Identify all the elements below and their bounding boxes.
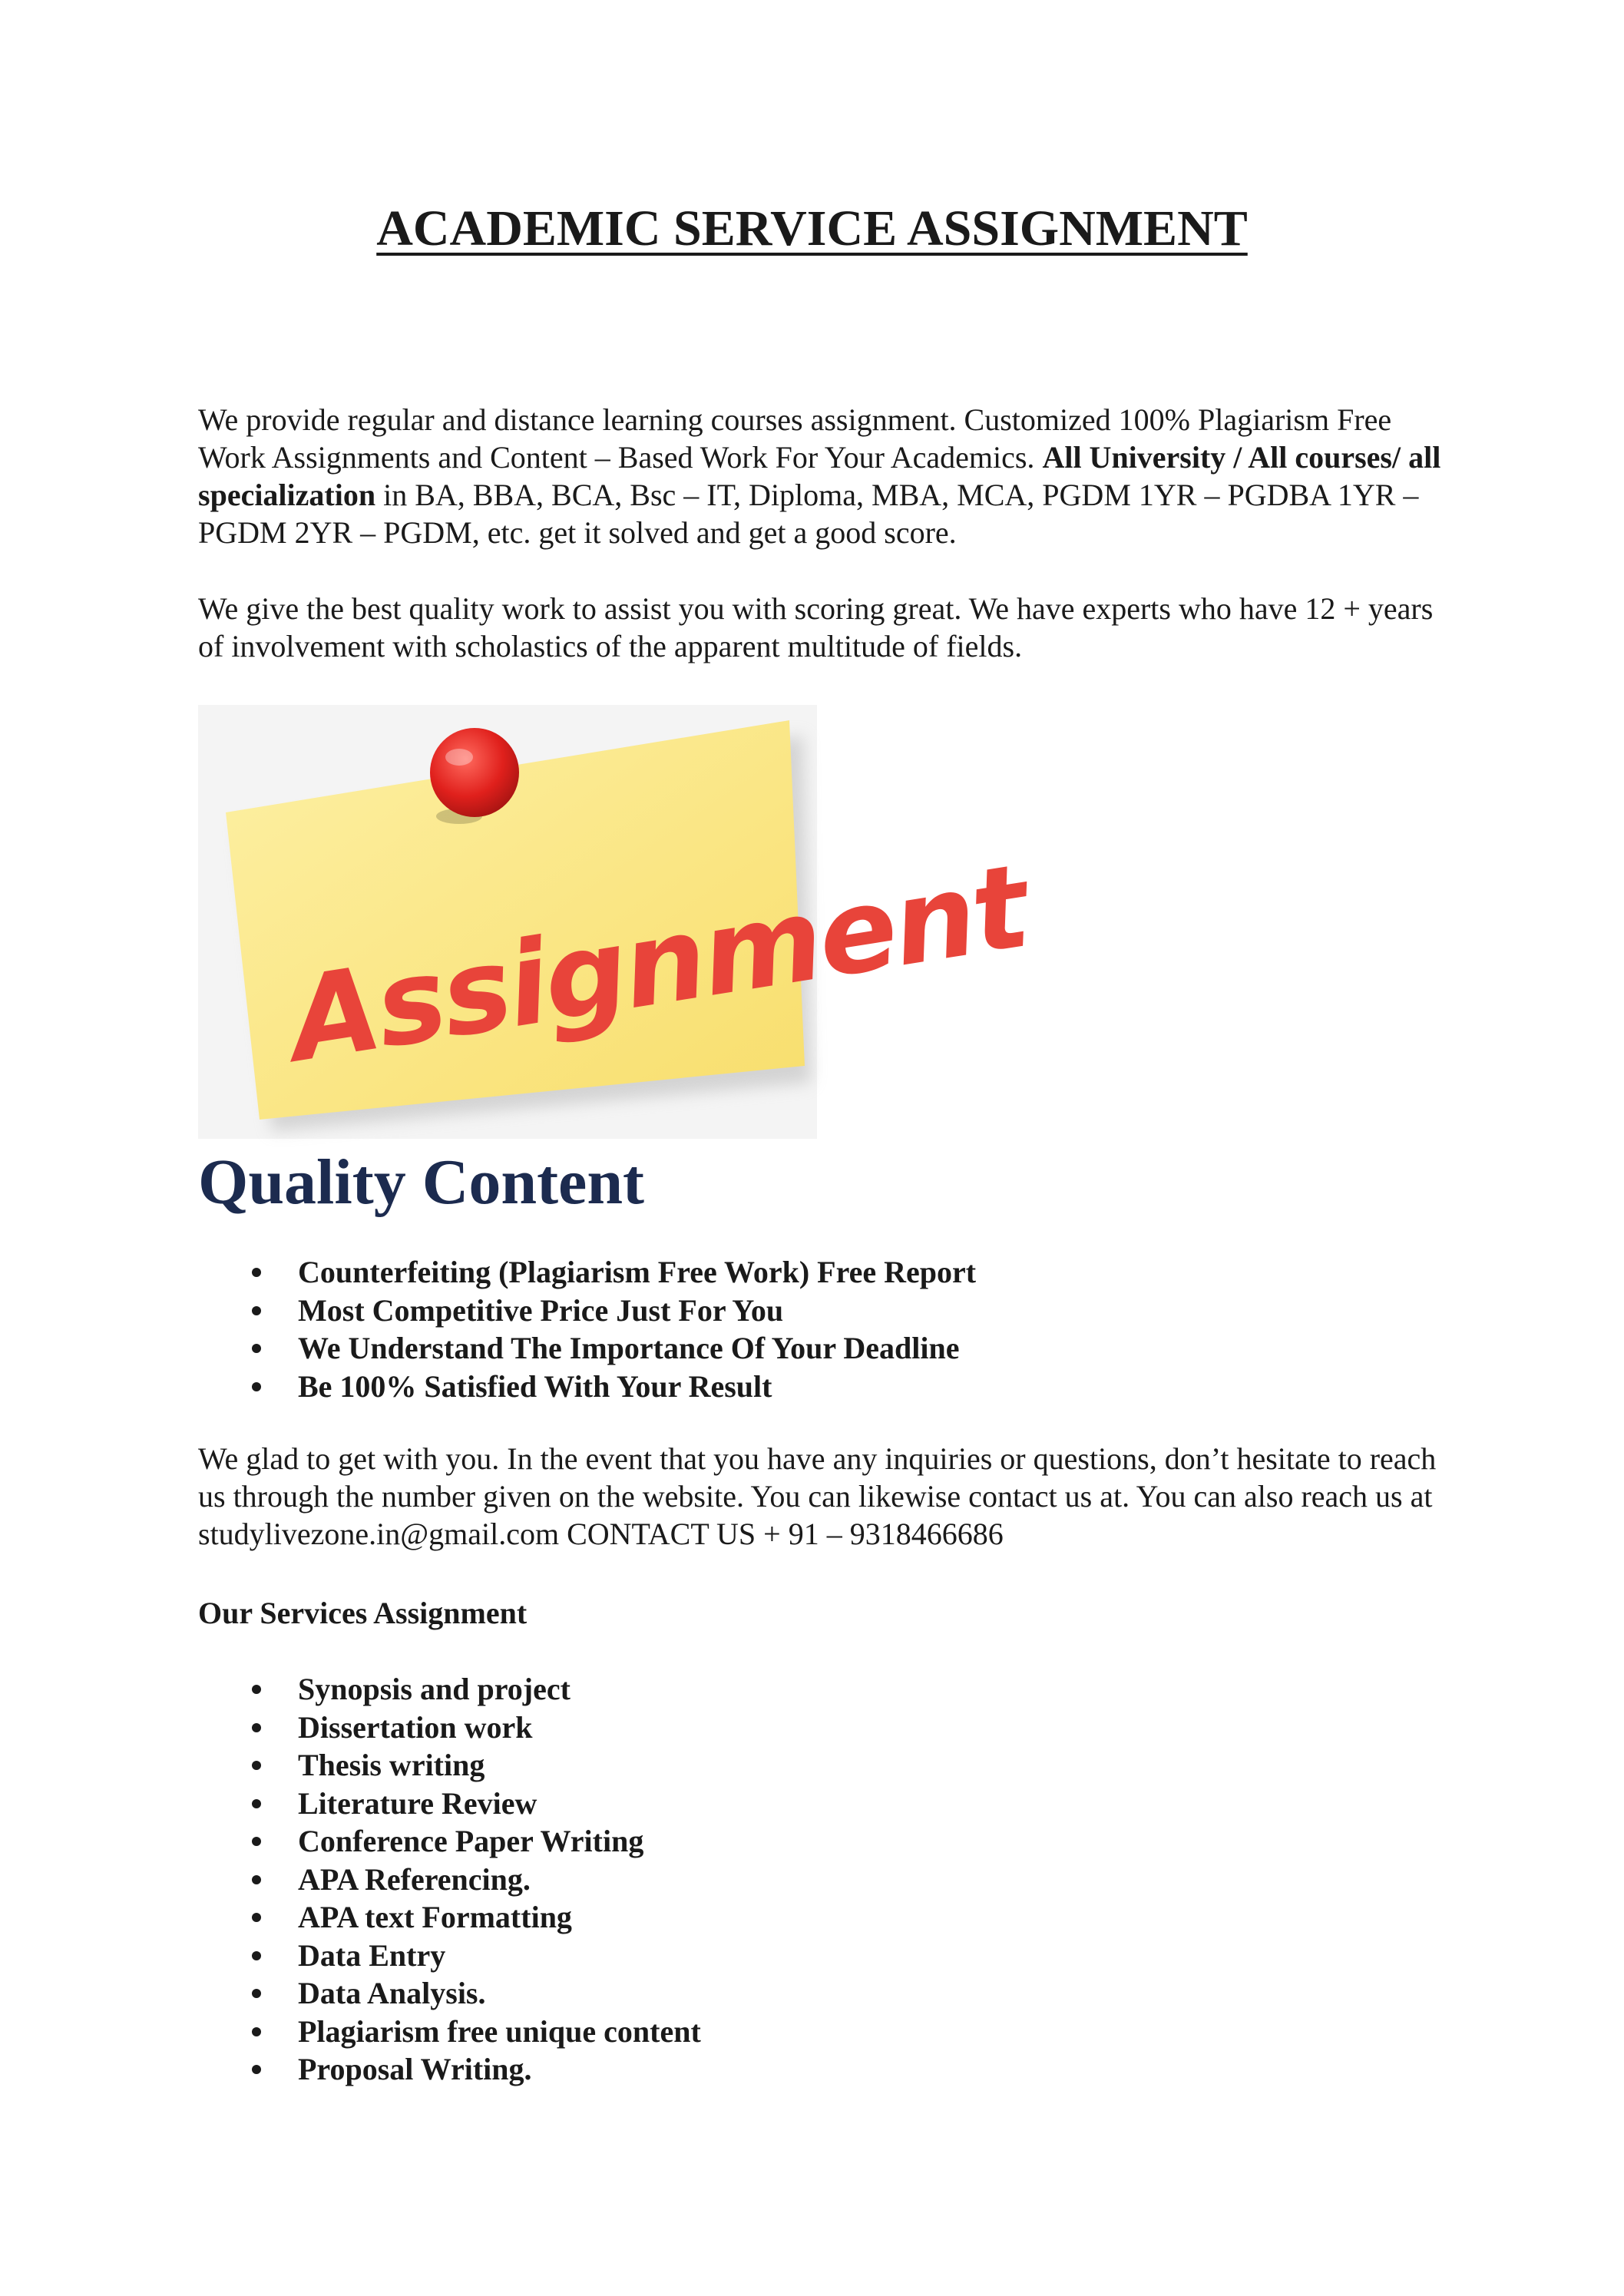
bullet-icon: [252, 1837, 261, 1846]
quality-paragraph: We give the best quality work to assist you with scoring great. We have experts who have 12 + years of involvement with scholastics of the apparent multitude of fields.: [198, 591, 1434, 663]
intro-text-start: We provide regular and distance learning courses assignment. Customized 100% Plagiarism Free Work Assignments and Content – Based Work For Your Academics.: [198, 402, 1392, 475]
bullet-icon: [252, 1344, 261, 1353]
bullet-icon: [252, 2027, 261, 2036]
service-item-text: APA text Formatting: [298, 1900, 572, 1934]
bullet-icon: [252, 1875, 261, 1884]
service-item-text: Literature Review: [298, 1785, 537, 1821]
bullet-icon: [252, 1685, 261, 1694]
document-title-text: ACADEMIC SERVICE ASSIGNMENT: [376, 200, 1248, 256]
assignment-sticky-note-image: [198, 705, 1036, 1139]
list-item: [198, 1329, 976, 1368]
intro-bold-text: All University / All courses/ all specialization: [198, 440, 1441, 512]
list-item: [198, 1292, 976, 1330]
bullet-icon: [252, 1306, 261, 1315]
bullet-icon: [252, 2065, 261, 2074]
service-item-text: Proposal Writing.: [298, 2052, 532, 2086]
quality-item-text: Counterfeiting (Plagiarism Free Work) Free Report: [298, 1255, 977, 1289]
intro-text-end: in BA, BBA, BCA, Bsc – IT, Diploma, MBA, MCA, PGDM 1YR – PGDBA 1YR – PGDM 2YR – PGDM, etc. get it solved and get a good score.: [198, 478, 1419, 550]
services-heading: Our Services Assignment: [198, 1596, 528, 1630]
intro-paragraph: [198, 401, 1450, 551]
sticky-note-graphic: [198, 705, 1036, 1139]
list-item: [198, 1898, 701, 1937]
list-item: [198, 1670, 701, 1709]
list-item: [198, 1974, 701, 2013]
list-item: [198, 1253, 976, 1292]
bullet-icon: [252, 1989, 261, 1998]
quality-item-text: Be 100% Satisfied With Your Result: [298, 1368, 772, 1404]
bullet-icon: [252, 1723, 261, 1732]
bullet-icon: [252, 1761, 261, 1770]
service-item-text: Data Analysis.: [298, 1976, 486, 2010]
service-item-text: Conference Paper Writing: [298, 1824, 644, 1858]
bullet-icon: [252, 1268, 261, 1277]
service-item-text: Synopsis and project: [298, 1672, 571, 1706]
list-item: [198, 1746, 701, 1785]
quality-item-text: Most Competitive Price Just For You: [298, 1292, 784, 1328]
list-item: [198, 1937, 701, 1975]
service-item-text: Plagiarism free unique content: [298, 2013, 701, 2049]
list-item: [198, 1785, 701, 1823]
bullet-icon: [252, 1382, 261, 1391]
bullet-icon: [252, 1799, 261, 1808]
service-item-text: APA Referencing.: [298, 1861, 531, 1897]
list-item: [198, 1822, 701, 1861]
service-item-text: Dissertation work: [298, 1709, 533, 1745]
pin-icon: [430, 728, 519, 817]
service-item-text: Data Entry: [298, 1937, 446, 1973]
list-item: [198, 2013, 701, 2051]
assignment-handwritten-label: Assignment: [281, 839, 1036, 1088]
services-list: [198, 1670, 701, 2089]
quality-item-text: We Understand The Importance Of Your Deadline: [298, 1331, 960, 1365]
contact-paragraph: We glad to get with you. In the event that you have any inquiries or questions, don’t hesitate to reach us through the number given on the website. You can likewise contact us at. You can also reach us at studylivezone.in@gmail.com CONTACT US + 91 – 9318466686: [198, 1441, 1437, 1551]
quality-heading: Quality Content: [198, 1146, 645, 1218]
list-item: [198, 1709, 701, 1747]
service-item-text: Thesis writing: [298, 1748, 485, 1782]
list-item: [198, 1368, 976, 1406]
quality-list: [198, 1253, 976, 1405]
list-item: [198, 2050, 701, 2089]
bullet-icon: [252, 1913, 261, 1922]
document-title: [0, 198, 1624, 260]
list-item: [198, 1861, 701, 1899]
bullet-icon: [252, 1951, 261, 1960]
